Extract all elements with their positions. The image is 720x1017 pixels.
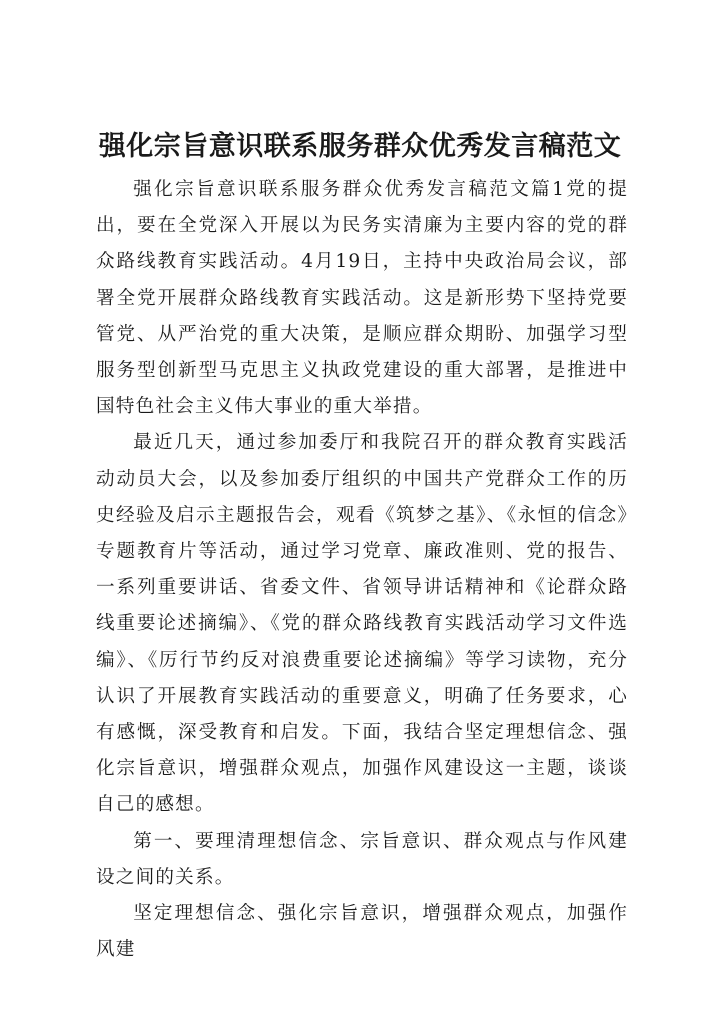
paragraph-4: 坚定理想信念、强化宗旨意识，增强群众观点，加强作风建 — [96, 903, 628, 961]
paragraph-2: 最近几天，通过参加委厅和我院召开的群众教育实践活动动员大会，以及参加委厅组织的中国共产党群众工作的历史经验及启示主题报告会，观看《筑梦之基》、《永恒的信念》专题教育片等活动，通过学习党章、廉政准则、党的报告、一系列重要讲话、省委文件、省领导讲话精神和《论群众路线重要论述摘编》、《党的群众路线教育实践活动学习文件选编》、《厉行节约反对浪费重要论述摘编》等学习读物，充分认识了开展教育实践活动的重要意义，明确了任务要求，心有感慨，深受教育和启发。下面，我结合坚定理想信念、强化宗旨意识，增强群众观点，加强作风建设这一主题，谈谈自己的感想。 — [96, 432, 628, 816]
document-body — [96, 172, 628, 968]
paragraph-3: 第一、要理清理想信念、宗旨意识、群众观点与作风建设之间的关系。 — [96, 830, 628, 888]
document-title: 强化宗旨意识联系服务群众优秀发言稿范文 — [98, 131, 622, 162]
paragraph-1: 强化宗旨意识联系服务群众优秀发言稿范文篇1党的提出，要在全党深入开展以为民务实清廉为主要内容的党的群众路线教育实践活动。4月19日，主持中央政治局会议，部署全党开展群众路线教育实践活动。这是新形势下坚持党要管党、从严治党的重大决策，是顺应群众期盼、加强学习型服务型创新型马克思主义执政党建设的重大部署，是推进中国特色社会主义伟大事业的重大举措。 — [96, 179, 628, 418]
